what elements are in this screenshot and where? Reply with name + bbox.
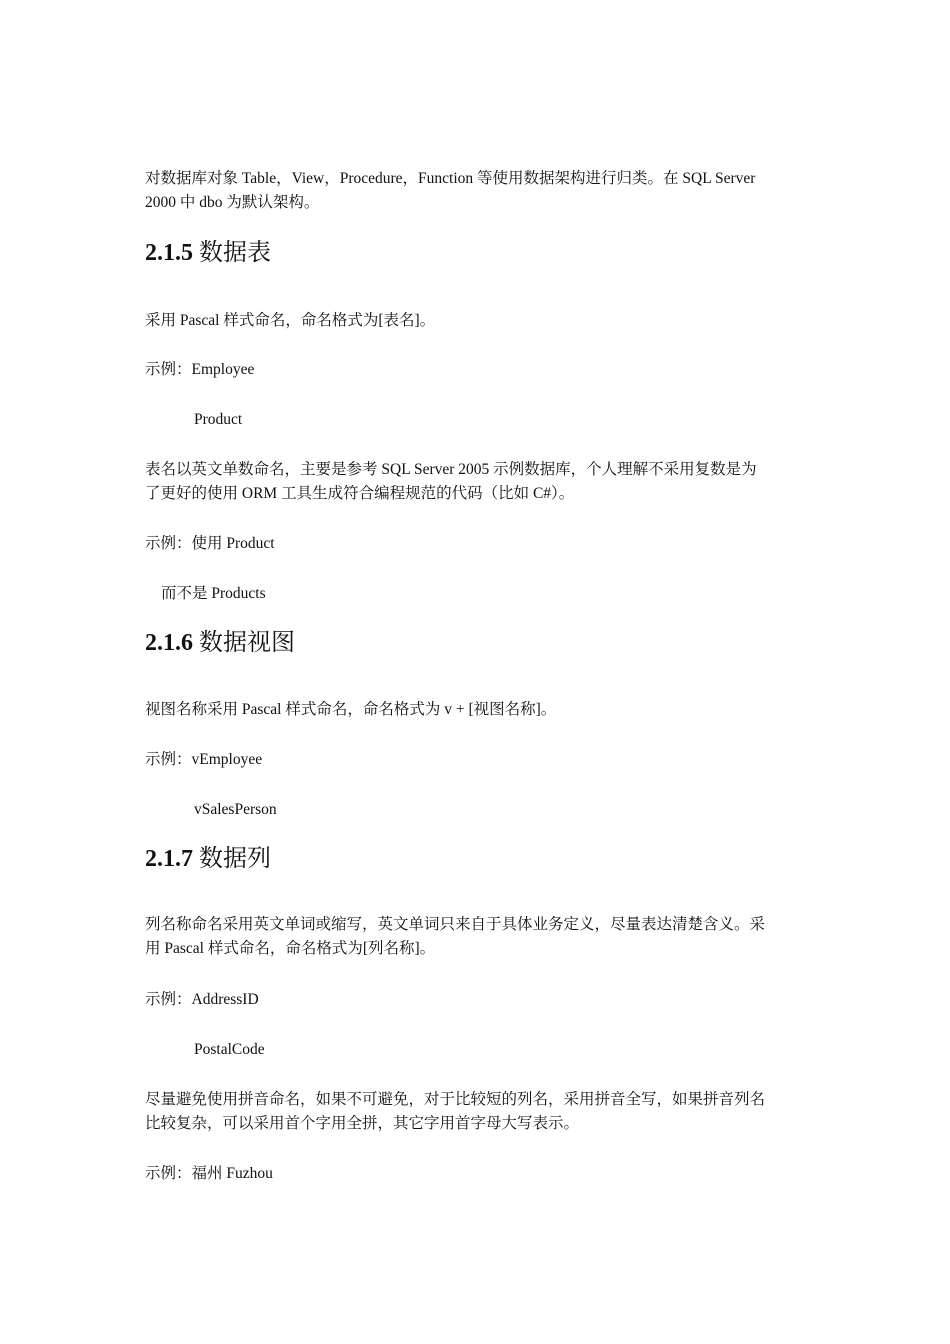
heading-2-1-5 — [145, 238, 271, 268]
table-note-line-1: 表名以英文单数命名，主要是参考 SQL Server 2005 示例数据库，个人理解不采用复数是为 — [145, 461, 757, 478]
heading-number: 2.1.7 — [145, 846, 193, 872]
table-example-product: Product — [194, 411, 243, 428]
column-naming-rule-line-2: 用 Pascal 样式命名，命名格式为[列名称]。 — [145, 940, 436, 957]
view-example-vsalesperson: vSalesPerson — [194, 801, 277, 818]
intro-paragraph-line-1: 对数据库对象 Table，View，Procedure，Function 等使用数据架构进行归类。在 SQL Server — [145, 170, 756, 187]
heading-2-1-7 — [145, 844, 271, 874]
table-example-use-product: 示例：使用 Product — [145, 535, 275, 552]
heading-number: 2.1.6 — [145, 630, 193, 656]
heading-2-1-6 — [145, 628, 295, 658]
column-naming-rule-line-1: 列名称命名采用英文单词或缩写，英文单词只来自于具体业务定义，尽量表达清楚含义。采 — [145, 916, 766, 933]
column-example-postalcode: PostalCode — [194, 1041, 265, 1058]
heading-title: 数据视图 — [193, 630, 295, 656]
view-naming-rule: 视图名称采用 Pascal 样式命名，命名格式为 v + [视图名称]。 — [145, 701, 557, 718]
table-naming-rule: 采用 Pascal 样式命名，命名格式为[表名]。 — [145, 312, 436, 329]
intro-paragraph-line-2: 2000 中 dbo 为默认架构。 — [145, 194, 320, 211]
pinyin-rule-line-1: 尽量避免使用拼音命名，如果不可避免，对于比较短的列名，采用拼音全写，如果拼音列名 — [145, 1091, 766, 1108]
view-example-vemployee: 示例：vEmployee — [145, 751, 263, 768]
pinyin-rule-line-2: 比较复杂，可以采用首个字用全拼，其它字用首字母大写表示。 — [145, 1115, 580, 1132]
heading-number: 2.1.5 — [145, 240, 193, 266]
table-note-line-2: 了更好的使用 ORM 工具生成符合编程规范的代码（比如 C#）。 — [145, 485, 575, 502]
pinyin-example-fuzhou: 示例：福州 Fuzhou — [145, 1165, 273, 1182]
table-example-not-products: 而不是 Products — [161, 585, 266, 602]
table-example-employee: 示例：Employee — [145, 361, 255, 378]
heading-title: 数据列 — [193, 846, 271, 872]
heading-title: 数据表 — [193, 240, 271, 266]
column-example-addressid: 示例：AddressID — [145, 991, 259, 1008]
